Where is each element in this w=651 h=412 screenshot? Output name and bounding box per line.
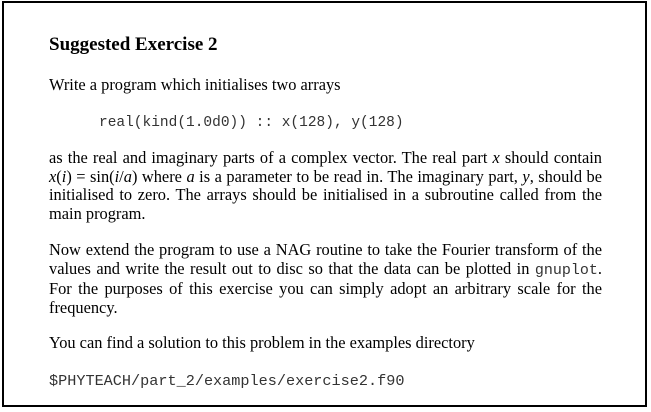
para2-text: ) = sin( bbox=[66, 166, 115, 186]
para3-text-end: . For the purposes of this exercise you can simply adopt an arbitrary scale for the frequency. bbox=[49, 258, 602, 317]
exercise-title: Suggested Exercise 2 bbox=[49, 34, 218, 55]
para2-text: should contain bbox=[499, 148, 602, 167]
para2-text: ) where bbox=[131, 166, 187, 186]
gnuplot-tool-name: gnuplot bbox=[534, 261, 598, 279]
var-i: i bbox=[114, 166, 120, 186]
solution-path-code: $PHYTEACH/part_2/examples/exercise2.f90 bbox=[49, 372, 405, 390]
var-x: x bbox=[492, 148, 500, 167]
para2-text: / bbox=[119, 166, 124, 186]
para3-text: Now extend the program to use a NAG routine to take the Fourier transform of the values and write the result out to disc so that the data can be plotted in bbox=[49, 240, 602, 278]
fourier-paragraph bbox=[49, 241, 602, 317]
para2-text: is a parameter to be read in. The imaginary part, bbox=[194, 166, 523, 186]
var-x: x bbox=[49, 166, 57, 186]
var-y: y bbox=[522, 166, 530, 186]
array-declaration-code: real(kind(1.0d0)) :: x(128), y(128) bbox=[99, 115, 404, 131]
solution-paragraph: You can find a solution to this problem in the examples directory bbox=[49, 333, 475, 352]
var-i: i bbox=[61, 166, 67, 186]
intro-paragraph: Write a program which initialises two arrays bbox=[49, 75, 341, 94]
exercise-box bbox=[2, 1, 647, 407]
var-a: a bbox=[123, 166, 132, 186]
para2-text: , should be initialised to zero. The arrays should be initialised in a subroutine called from the main program. bbox=[49, 166, 602, 223]
para2-text: ( bbox=[56, 166, 62, 186]
var-a: a bbox=[186, 166, 195, 186]
description-paragraph bbox=[49, 149, 602, 223]
para2-text: as the real and imaginary parts of a complex vector. The real part bbox=[49, 148, 493, 167]
